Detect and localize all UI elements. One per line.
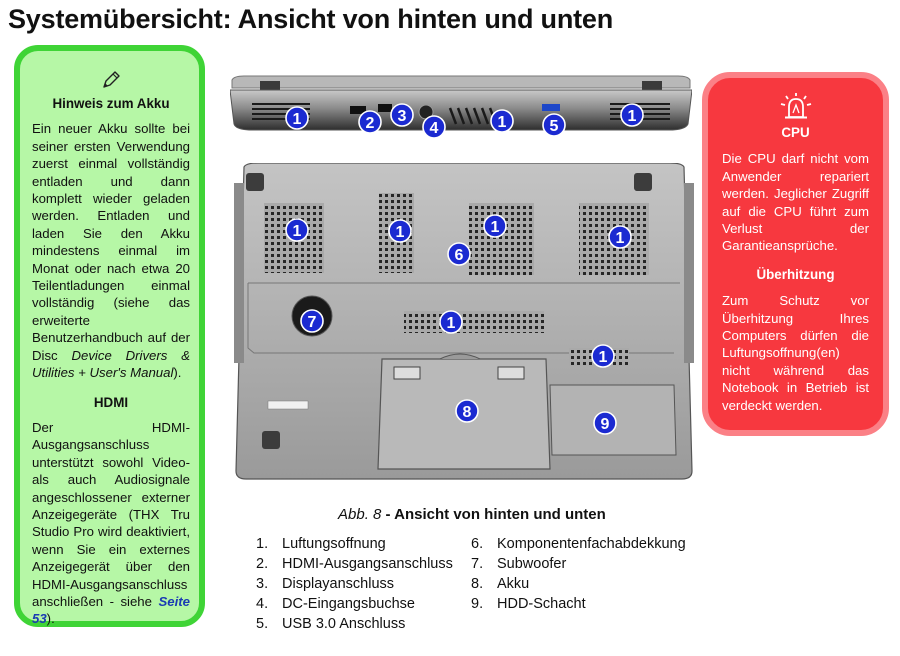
svg-text:1: 1	[490, 219, 500, 236]
legend-item: 2. HDMI-Ausgangsanschluss	[256, 556, 453, 572]
callout-usb	[543, 114, 565, 136]
svg-text:1: 1	[292, 223, 302, 240]
callout-hdd-bay	[594, 412, 616, 434]
legend-item: 1. Luftungsoffnung	[256, 536, 386, 552]
callout-rear-vent-right	[621, 104, 643, 126]
svg-text:9: 9	[600, 416, 610, 433]
legend-item: 9. HDD-Schacht	[471, 596, 586, 612]
pencil-icon	[100, 69, 122, 91]
battery-note-end: ).	[173, 365, 182, 381]
svg-text:7: 7	[307, 314, 317, 331]
legend-list-right	[471, 534, 686, 614]
battery-note-heading: Hinweis zum Akku	[52, 96, 170, 111]
vent-grille-3	[469, 203, 534, 275]
callout-rear-vent-center	[491, 110, 513, 132]
figure-label: Abb. 8	[338, 506, 382, 523]
cpu-warning-text: Die CPU darf nicht vom Anwender repariert werden. Jeglicher Zugriff auf die CPU führt zum Verlust der Garantieansprüche.	[722, 151, 869, 254]
svg-text:1: 1	[497, 114, 507, 131]
svg-text:1: 1	[615, 230, 625, 247]
svg-text:3: 3	[397, 108, 407, 125]
legend-item: 8. Akku	[471, 576, 530, 592]
callout-bottom-vent-1	[286, 219, 308, 241]
svg-text:1: 1	[627, 108, 637, 125]
svg-text:1: 1	[292, 111, 302, 128]
figure-title: Ansicht von hinten und unten	[394, 506, 606, 523]
laptop-rear-view	[230, 74, 692, 140]
legend-item: 5. USB 3.0 Anschluss	[256, 616, 406, 632]
svg-text:1: 1	[395, 224, 405, 241]
cpu-overheat-warning-box	[702, 72, 889, 436]
battery-note-text	[32, 120, 190, 381]
callout-battery	[456, 400, 478, 422]
svg-text:4: 4	[429, 120, 439, 137]
callout-rear-vent-left	[286, 107, 308, 129]
figure-separator: -	[381, 506, 395, 523]
battery-note-italic: Device Drivers & Utilities + User's Manual	[32, 347, 190, 381]
legend-list-left	[256, 534, 453, 634]
svg-text:5: 5	[549, 118, 559, 135]
page-53-link[interactable]: Seite 53	[32, 593, 190, 627]
svg-text:1: 1	[446, 315, 456, 332]
callout-bottom-vent-2	[389, 220, 411, 242]
svg-text:6: 6	[454, 247, 464, 264]
vent-grille-5	[404, 311, 544, 333]
hdmi-note-heading: HDMI	[93, 394, 129, 410]
battery-note-body: Ein neuer Akku sollte bei seiner ersten Verwendung zuerst einmal vollständig entladen und dann komplett wieder geladen werden. Entladen und laden Sie den Akku mindestens einmal im Monat oder nach etwa 20 Teilentladungen einmal vollständig (siehe das erweiterte Benutzerhandbuch auf der Disc	[32, 121, 190, 363]
callout-component-bay-cover	[448, 243, 470, 265]
cpu-warning-heading: CPU	[781, 125, 810, 140]
figure-caption	[338, 506, 606, 523]
battery-hdmi-note-box	[14, 45, 205, 627]
alarm-icon	[778, 92, 814, 122]
callout-bottom-vent-4	[609, 226, 631, 248]
hdmi-note-body: Der HDMI-Ausgangsanschluss unterstützt sowohl Video- als auch Audiosignale angeschlossener externer Anzeigegeräte (THX Tru Studio Pro wird deaktiviert, wenn Sie ein externes Anzeigegerät über den HDMI-Ausgangsanschluss anschließen - siehe	[32, 419, 190, 609]
usb-port	[542, 104, 560, 111]
callout-dc-in	[423, 116, 445, 138]
callout-bottom-vent-3	[484, 215, 506, 237]
svg-text:2: 2	[365, 115, 375, 132]
callout-bottom-vent-6	[592, 345, 614, 367]
hdmi-note-end: ).	[46, 611, 55, 627]
legend-item: 7. Subwoofer	[471, 556, 567, 572]
page-title: Systemübersicht: Ansicht von hinten und unten	[8, 4, 614, 34]
overheat-warning-text: Zum Schutz vor Überhitzung Ihres Computers dürfen die Luftungsoffnung(en) nicht während das Notebook in Betrieb ist verdeckt werden.	[722, 293, 869, 413]
callout-hdmi	[359, 111, 381, 133]
display-port	[378, 104, 392, 112]
callout-bottom-vent-5	[440, 311, 462, 333]
callout-displayport	[391, 104, 413, 126]
laptop-bottom-view	[234, 163, 694, 481]
svg-text:1: 1	[598, 349, 608, 366]
legend-item: 6. Komponentenfachabdekkung	[471, 536, 686, 552]
callout-subwoofer	[301, 310, 323, 332]
svg-text:8: 8	[462, 404, 472, 421]
legend-item: 3. Displayanschluss	[256, 576, 395, 592]
hdmi-note-text	[32, 419, 190, 628]
overheat-warning-heading: Überhitzung	[756, 266, 835, 282]
legend-item: 4. DC-Eingangsbuchse	[256, 596, 415, 612]
